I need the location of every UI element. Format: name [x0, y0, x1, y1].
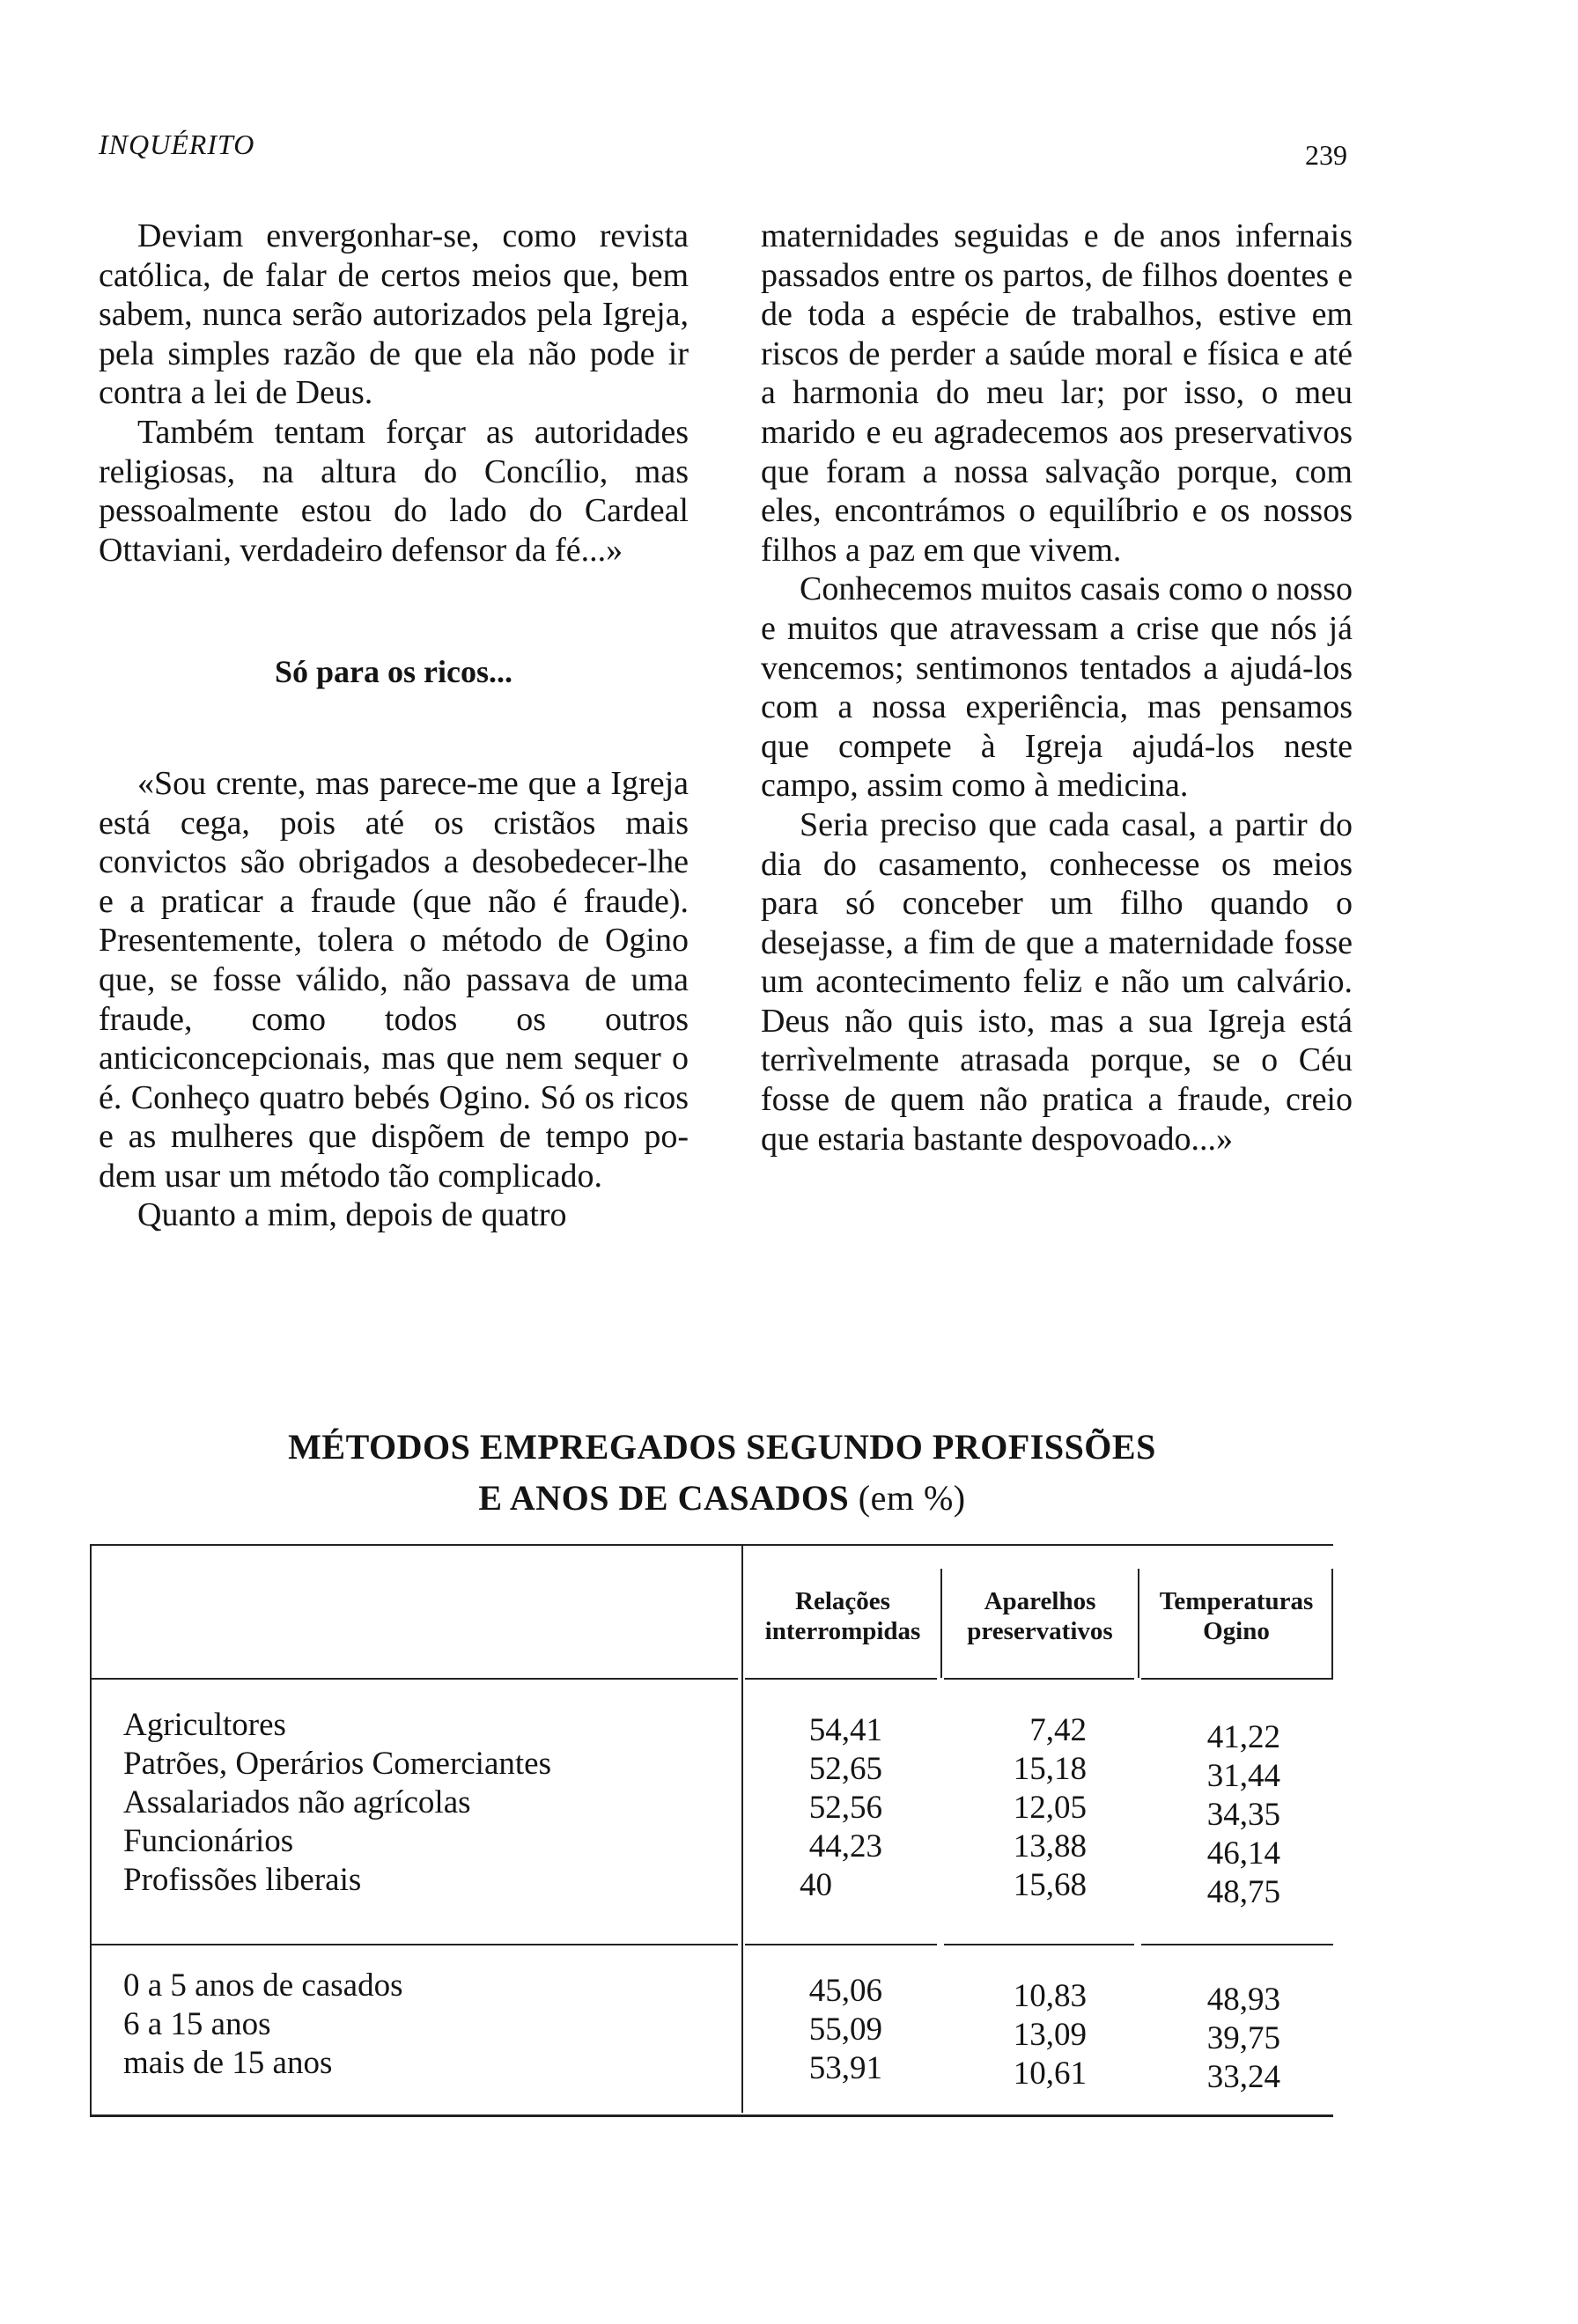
- section-heading: Só para os ricos...: [275, 654, 512, 690]
- table-cell: 33,24: [1206, 2059, 1280, 2095]
- data-table: [90, 1544, 1333, 2117]
- paragraph: Conhecemos muitos casais como o nosso e muitos que atravessam a crise que nós já vencemos; sentimonos tentados a ajudá-los com a nossa experiência, mas pensamos que compete à Igreja ajudá-los neste campo, assim como à medicina.: [761, 570, 1353, 805]
- group-rule: [1141, 1944, 1333, 1945]
- column-header-line: Ogino: [1203, 1617, 1270, 1645]
- table-cell: 34,35: [1206, 1797, 1280, 1833]
- table-cell: 52,65: [808, 1751, 882, 1787]
- paragraph: «Sou crente, mas parece-me que a Igreja está cega, pois até os cristãos mais convictos são obrigados a desobedecer-lhe e a praticar a fraude (que não é fraude). Presentemente, tolera o método de Ogino que, se fosse válido, não passava de uma fraude, como todos os outros anticiconcepcionais, mas que nem sequer o é. Conheço quatro bebés Ogino. Só os ricos e as mulheres que dispõem de tempo podem usar um método tão complicado.: [99, 764, 689, 1195]
- column-header: [745, 1586, 940, 1646]
- table-cell: 53,91: [808, 2050, 882, 2086]
- table-title: MÉTODOS EMPREGADOS SEGUNDO PROFISSÕES: [288, 1427, 1156, 1467]
- right-column: [761, 217, 1353, 1158]
- table-cell: 52,56: [808, 1790, 882, 1826]
- column-header: [942, 1586, 1138, 1646]
- column-header: [1139, 1586, 1333, 1646]
- table-cell: 54,41: [808, 1712, 882, 1748]
- column-header-line: Relações: [795, 1587, 890, 1615]
- row-label: Profissões liberais: [123, 1862, 362, 1898]
- paragraph: Deviam envergonhar-se, como revista católica, de falar de certos meios que, bem sabem, nunca serão autorizados pela Igreja, pela simples razão de que ela não pode ir contra a lei de Deus.: [99, 217, 689, 412]
- column-divider: [741, 1546, 743, 2113]
- table-cell: 12,05: [1013, 1790, 1087, 1826]
- table-cell: 15,68: [1013, 1867, 1087, 1903]
- paragraph: Seria preciso que cada casal, a partir do dia do casamento, conhecesse os meios para só conceber um filho quando o desejasse, a fim de que a maternidade fosse um acontecimento feliz e não um calvário. Deus não quis isto, mas a sua Igreja está terrìvelmente atrasada porque, se o Céu fosse de quem não pratica a fraude, creio que estaria bastante despovoado...»: [761, 805, 1353, 1158]
- table-cell: 41,22: [1206, 1719, 1280, 1755]
- header-rule: [745, 1678, 937, 1680]
- table-title-text: E ANOS DE CASADOS: [478, 1478, 850, 1518]
- table-title-unit: (em %): [858, 1478, 966, 1518]
- table-border-left: [90, 1546, 92, 2114]
- group-rule: [90, 1944, 738, 1945]
- running-head: INQUÉRITO: [99, 129, 255, 160]
- table-cell: 13,88: [1013, 1828, 1087, 1864]
- row-label: 6 a 15 anos: [123, 2006, 271, 2042]
- paragraph: Quanto a mim, depois de quatro: [137, 1196, 567, 1234]
- row-label: Patrões, Operários Comerciantes: [123, 1746, 551, 1782]
- table-cell: 44,23: [808, 1828, 882, 1864]
- column-header-line: preservativos: [967, 1617, 1113, 1645]
- table-cell: 48,75: [1206, 1874, 1280, 1910]
- column-header-line: Aparelhos: [984, 1587, 1096, 1615]
- group-rule: [745, 1944, 937, 1945]
- paragraph: Também tentam forçar as autoridades religiosas, na altura do Concílio, mas pessoalmente estou do lado do Cardeal Ottaviani, verdadeiro defensor da fé...»: [99, 413, 689, 569]
- table-cell: 48,93: [1206, 1982, 1280, 2018]
- table-cell: 15,18: [1013, 1751, 1087, 1787]
- header-rule: [1141, 1678, 1333, 1680]
- table-cell: 40: [800, 1867, 832, 1903]
- row-label: mais de 15 anos: [123, 2045, 333, 2081]
- table-cell: 39,75: [1206, 2020, 1280, 2056]
- table-cell: 55,09: [808, 2011, 882, 2048]
- group-rule: [944, 1944, 1134, 1945]
- header-rule: [90, 1678, 738, 1680]
- table-title-line2: [141, 1472, 1303, 1525]
- header-rule: [944, 1678, 1134, 1680]
- row-label: Agricultores: [123, 1707, 286, 1743]
- paragraph: maternidades seguidas e de anos infernais passados entre os partos, de filhos doentes e de toda a espécie de trabalhos, estive em riscos de perder a saúde moral e física e até a harmonia do meu lar; por isso, o meu marido e eu agradecemos aos preservativos que foram a nossa salvação porque, com eles, encontrámos o equilíbrio e os nossos filhos a paz em que vivem.: [761, 217, 1353, 569]
- table-cell: 45,06: [808, 1973, 882, 2009]
- page-number: 239: [1305, 139, 1347, 171]
- table-cell: 46,14: [1206, 1835, 1280, 1872]
- left-column: [99, 217, 689, 1235]
- row-label: Assalariados não agrícolas: [123, 1784, 471, 1820]
- table-cell: 10,61: [1013, 2056, 1087, 2092]
- table-cell: 13,09: [1013, 2017, 1087, 2053]
- table-cell: 10,83: [1013, 1978, 1087, 2014]
- table-cell: 31,44: [1206, 1758, 1280, 1794]
- column-header-line: interrompidas: [764, 1617, 921, 1645]
- row-label: Funcionários: [123, 1823, 294, 1859]
- row-label: 0 a 5 anos de casados: [123, 1967, 403, 2004]
- column-header-line: Temperaturas: [1159, 1587, 1314, 1615]
- table-cell: 7,42: [1029, 1712, 1087, 1748]
